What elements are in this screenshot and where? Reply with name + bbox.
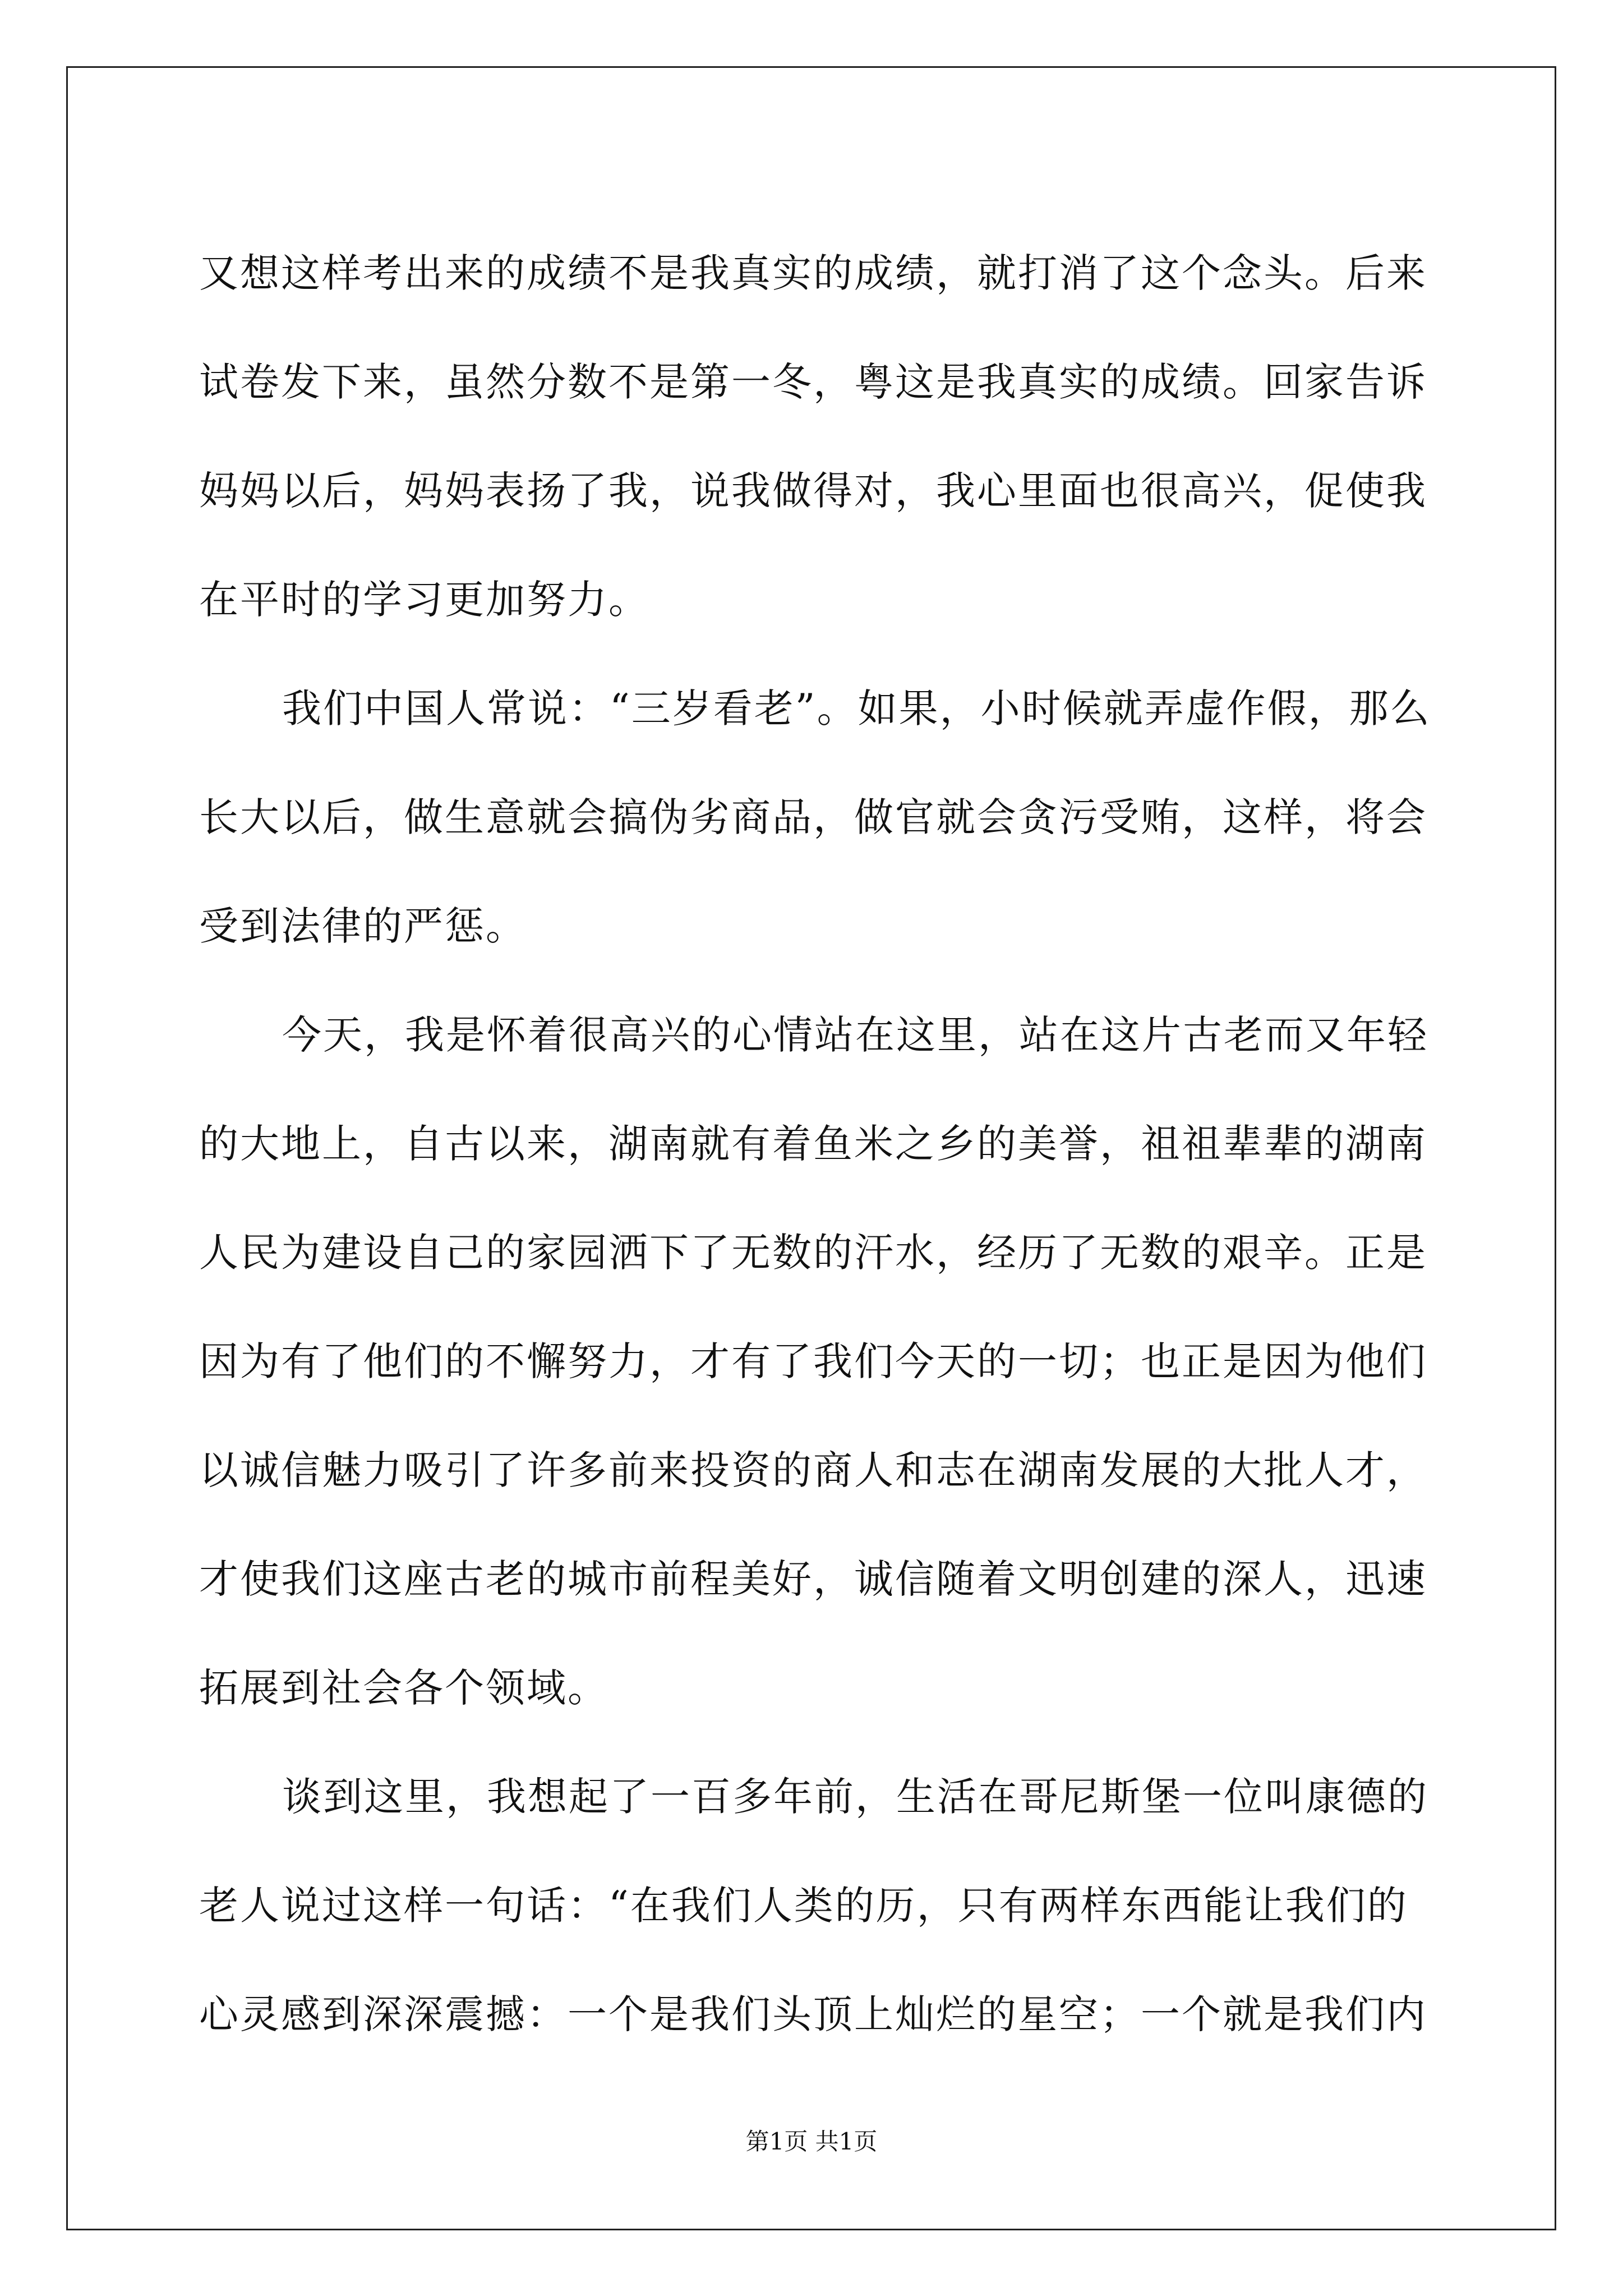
text-line: 心灵感到深深震撼：一个是我们头顶上灿烂的星空；一个就是我们内 — [199, 1991, 1427, 2037]
text-line: 试卷发下来，虽然分数不是第一冬，粤这是我真实的成绩。回家告诉 — [199, 359, 1427, 405]
text-line: 妈妈以后，妈妈表扬了我，说我做得对，我心里面也很高兴，促使我 — [199, 468, 1427, 514]
text-line: 的大地上，自古以来，湖南就有着鱼米之乡的美誉，祖祖辈辈的湖南 — [199, 1121, 1427, 1167]
paragraph-first-line: 我们中国人常说：“三岁看老”。如果，小时候就弄虚作假，那么 — [282, 685, 1431, 731]
text-line: 拓展到社会各个领域。 — [199, 1665, 608, 1711]
text-line: 因为有了他们的不懈努力，才有了我们今天的一切；也正是因为他们 — [199, 1338, 1427, 1384]
paragraph-first-line: 谈到这里，我想起了一百多年前，生活在哥尼斯堡一位叫康德的 — [282, 1774, 1428, 1820]
text-line: 老人说过这样一句话：“在我们人类的历，只有两样东西能让我们的 — [199, 1883, 1408, 1929]
text-line: 在平时的学习更加努力。 — [199, 577, 649, 623]
text-line: 又想这样考出来的成绩不是我真实的成绩，就打消了这个念头。后来 — [199, 250, 1427, 296]
document-body — [199, 219, 1433, 2069]
text-line: 才使我们这座古老的城市前程美好，诚信随着文明创建的深人，迅速 — [199, 1556, 1427, 1602]
text-line: 受到法律的严惩。 — [199, 903, 527, 949]
text-line: 长大以后，做生意就会搞伪劣商品，做官就会贪污受贿，这样，将会 — [199, 794, 1427, 840]
paragraph-first-line: 今天，我是怀着很高兴的心情站在这里，站在这片古老而又年轻 — [282, 1012, 1428, 1058]
page-number-footer: 第1页 共1页 — [745, 2128, 878, 2155]
text-line: 以诚信魅力吸引了许多前来投资的商人和志在湖南发展的大批人才， — [199, 1447, 1427, 1493]
text-line: 人民为建设自己的家园洒下了无数的汗水，经历了无数的艰辛。正是 — [199, 1230, 1427, 1276]
